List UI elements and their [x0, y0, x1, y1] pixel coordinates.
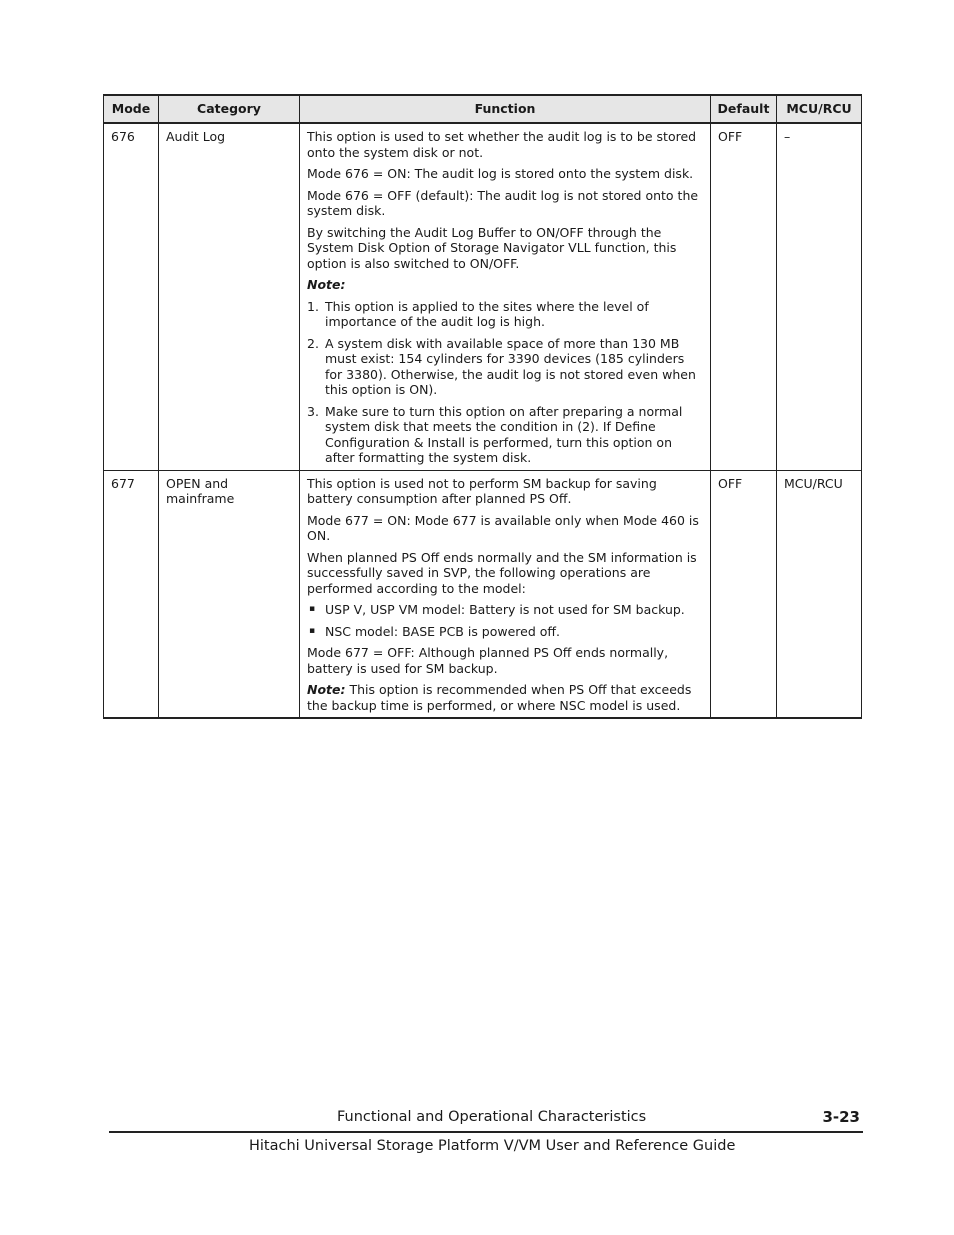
- header-default: Default: [711, 95, 777, 123]
- bullet-text: USP V, USP VM model: Battery is not used for SM backup.: [325, 602, 685, 617]
- list-item-text: A system disk with available space of more than 130 MB must exist: 154 cylinders for 3390 devices (185 cylinders for 3380). Otherwise, the audit log is not stored even when this option is ON).: [325, 335, 696, 397]
- function-paragraph: By switching the Audit Log Buffer to ON/OFF through the System Disk Option of Storage Navigator VLL function, this option is also switched to ON/OFF.: [307, 224, 677, 271]
- header-mcu-rcu: MCU/RCU: [777, 95, 862, 123]
- bullet-list: [307, 602, 703, 639]
- default-cell: OFF: [711, 123, 777, 470]
- table-row: [104, 123, 862, 470]
- footer-section-title: Functional and Operational Characteristics: [337, 1109, 647, 1125]
- system-option-modes-table: [103, 94, 862, 719]
- table-header-row: [104, 95, 862, 123]
- footer-guide-title: Hitachi Universal Storage Platform V/VM User and Reference Guide: [249, 1138, 736, 1154]
- header-category: Category: [159, 95, 300, 123]
- function-cell: [300, 470, 711, 718]
- mode-cell: 677: [104, 470, 159, 718]
- note-label: Note:: [307, 277, 346, 292]
- list-item-text: This option is applied to the sites where the level of importance of the audit log is high.: [325, 298, 649, 329]
- category-cell: OPEN and mainframe: [159, 470, 300, 718]
- header-mode: Mode: [104, 95, 159, 123]
- list-item-text: Make sure to turn this option on after preparing a normal system disk that meets the condition in (2). If Define Configuration & Install is performed, turn this option on after formatting the system disk.: [325, 403, 683, 465]
- note-list-item: [307, 299, 703, 330]
- note-list: [307, 299, 703, 466]
- note-label: Note:: [307, 682, 346, 697]
- square-bullet-icon: ▪: [309, 604, 316, 614]
- note-text: This option is recommended when PS Off that exceeds the backup time is performed, or where NSC model is used.: [307, 682, 692, 713]
- category-cell: Audit Log: [159, 123, 300, 470]
- square-bullet-icon: ▪: [309, 625, 316, 636]
- footer-page-number: 3-23: [822, 1108, 860, 1126]
- function-paragraph: Mode 677 = ON: Mode 677 is available only when Mode 460 is ON.: [307, 512, 699, 543]
- mcu-rcu-cell: –: [777, 123, 862, 470]
- function-cell: [300, 123, 711, 470]
- bullet-text: NSC model: BASE PCB is powered off.: [325, 623, 560, 639]
- bullet-item: [307, 624, 703, 640]
- function-paragraph: Mode 676 = ON: The audit log is stored onto the system disk.: [307, 166, 694, 181]
- header-function: Function: [300, 95, 711, 123]
- list-number: 2.: [307, 335, 319, 351]
- note-paragraph: [307, 682, 703, 713]
- footer-divider: [109, 1131, 863, 1133]
- list-number: 3.: [307, 403, 319, 419]
- mcu-rcu-cell: MCU/RCU: [777, 470, 862, 718]
- table-row: [104, 470, 862, 718]
- note-list-item: [307, 336, 703, 398]
- note-list-item: [307, 404, 703, 466]
- function-paragraph: This option is used to set whether the audit log is to be stored onto the system disk or not.: [307, 129, 697, 160]
- note-heading: [307, 277, 703, 293]
- bullet-item: [307, 602, 703, 618]
- function-paragraph: Mode 677 = OFF: Although planned PS Off ends normally, battery is used for SM backup.: [307, 645, 669, 676]
- mode-cell: 676: [104, 123, 159, 470]
- function-paragraph: This option is used not to perform SM backup for saving battery consumption after planned PS Off.: [307, 475, 657, 506]
- list-number: 1.: [307, 298, 319, 314]
- default-cell: OFF: [711, 470, 777, 718]
- function-paragraph: When planned PS Off ends normally and the SM information is successfully saved in SVP, the following operations are performed according to the model:: [307, 549, 697, 596]
- function-paragraph: Mode 676 = OFF (default): The audit log is not stored onto the system disk.: [307, 187, 699, 218]
